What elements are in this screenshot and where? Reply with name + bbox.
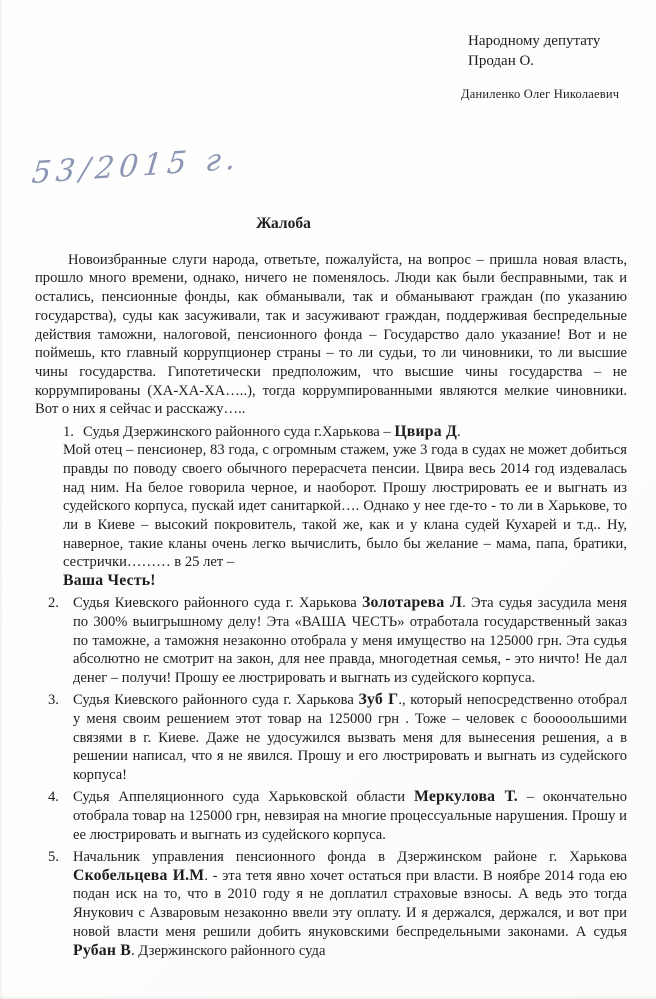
intro-paragraph: Новоизбранные слуги народа, ответьте, пожалуйста, на вопрос – пришла новая власть, прошло много времени, однако, ничего не поменялось. Люди как были бесправными, так и остались, пенсионные фонды, как обманывали, так и обманывают граждан (по указанию государства), суды как засуживали, так и засуживают граждан, поддерживая беспредельные действия таможни, налоговой, пенсионного фонда – Государство дало указание! Вот и не поймешь, кто главный коррупционер страны – то ли судьи, то ли чиновники, то ли высшие чины государства. Гипотетически предположим, что высшие чины государства – не коррумпированы (ХА-ХА-ХА…..), тогда коррумпированными являются мелкие чиновники. Вот о них я сейчас и расскажу….. (35, 251, 627, 418)
item-number: 2. (48, 595, 59, 612)
recipient-line-1: Народному депутату (468, 33, 601, 49)
item-text: Судья Аппеляционного суда Харьковской области Меркулова Т. – окончательно отобрала товар на 125000 грн, невзирая на многие процессуальные нарушения. Прошу и ее люстрировать и выгнать из судейского корпуса. (73, 788, 627, 843)
item-text: Судья Киевского районного суда г. Харькова Зуб Г., который непосредственно отобрал у меня своим решением этот товар на 125000 грн . Тоже – человек с бооооольшими связями в г. Киеве. Даже не удосужился вызвать меня для вынесения решения, а в решении написал, что я не явился. Прошу и его люстрировать и выгнать из судейского корпуса! (73, 691, 627, 784)
handwritten-case-number: 53/2015 г. (30, 141, 243, 192)
item-text: Начальник управления пенсионного фонда в Дзержинском районе г. Харькова Скобельцева И.М. - эта тетя явно хочет остаться при власти. В ноябре 2014 года ею подан иск на то, что в 2010 году я не доплатил страховые взносы. А ведь это тогда Янукович с Азваровым незаконно ввели эту оплату. И я держался, держался, и вот при новой власти меня решили добить януковскими беспредельными законами. А судья Рубан В. Дзержинского районного суда (73, 849, 627, 959)
letter-body (35, 215, 627, 960)
item-number: 3. (48, 692, 59, 709)
item-number: 4. (48, 789, 59, 806)
recipient-line-2: Продан О. (468, 52, 535, 69)
item-number: 5. (48, 849, 59, 865)
complaint-item-1 (35, 423, 627, 591)
sender-name: Даниленко Олег Николаевич (461, 87, 620, 101)
item-text: Судья Дзержинского районного суда г.Харькова – Цвира Д. Мой отец – пенсионер, 83 года, с огромным стажем, уже 3 года в судах не может добиться правды по поводу своего обычного перерасчета пенсии. Цвира весь 2014 год издевалась над ним. На белое говорила черное, и наоборот. Прошу люстрировать ее и выгнать из судейского корпуса, пускай идет санитаркой…. Однако у нее где-то - то ли в Харькове, то ли в Киеве – высокий покровитель, такой же, как и у клана судей Кухарей и т.д.. Ну, наверное, такие кланы очень легко вычислить, было бы желание – мама, папа, братики, сестрички……… в 25 лет – Ваша Честь! (63, 422, 627, 590)
complaint-item-5 (35, 848, 627, 960)
item-body (35, 423, 627, 591)
recipient-block (468, 32, 600, 71)
scan-edge-artifact (0, 0, 3, 999)
complaint-item-2 (35, 594, 627, 688)
complaint-item-3 (35, 691, 627, 785)
document-title: Жалоба (256, 215, 311, 232)
item-number: 1. (63, 423, 74, 440)
item-text: Судья Киевского районного суда г. Харькова Золотарева Л. Эта судья засудила меня по 300% выигрышному делу! Эта «ВАША ЧЕСТЬ» отработала государственный заказ по таможне, а таможня незаконно отобрала у меня имущество на 125000 грн. Эта судья абсолютно не смотрит на закон, для нее правда, многодетная семья, - это ничто! Не дал денег – получи! Прошу ее люстрировать и выгнать из судейского корпуса. (73, 594, 628, 687)
complaint-item-4 (35, 788, 627, 844)
